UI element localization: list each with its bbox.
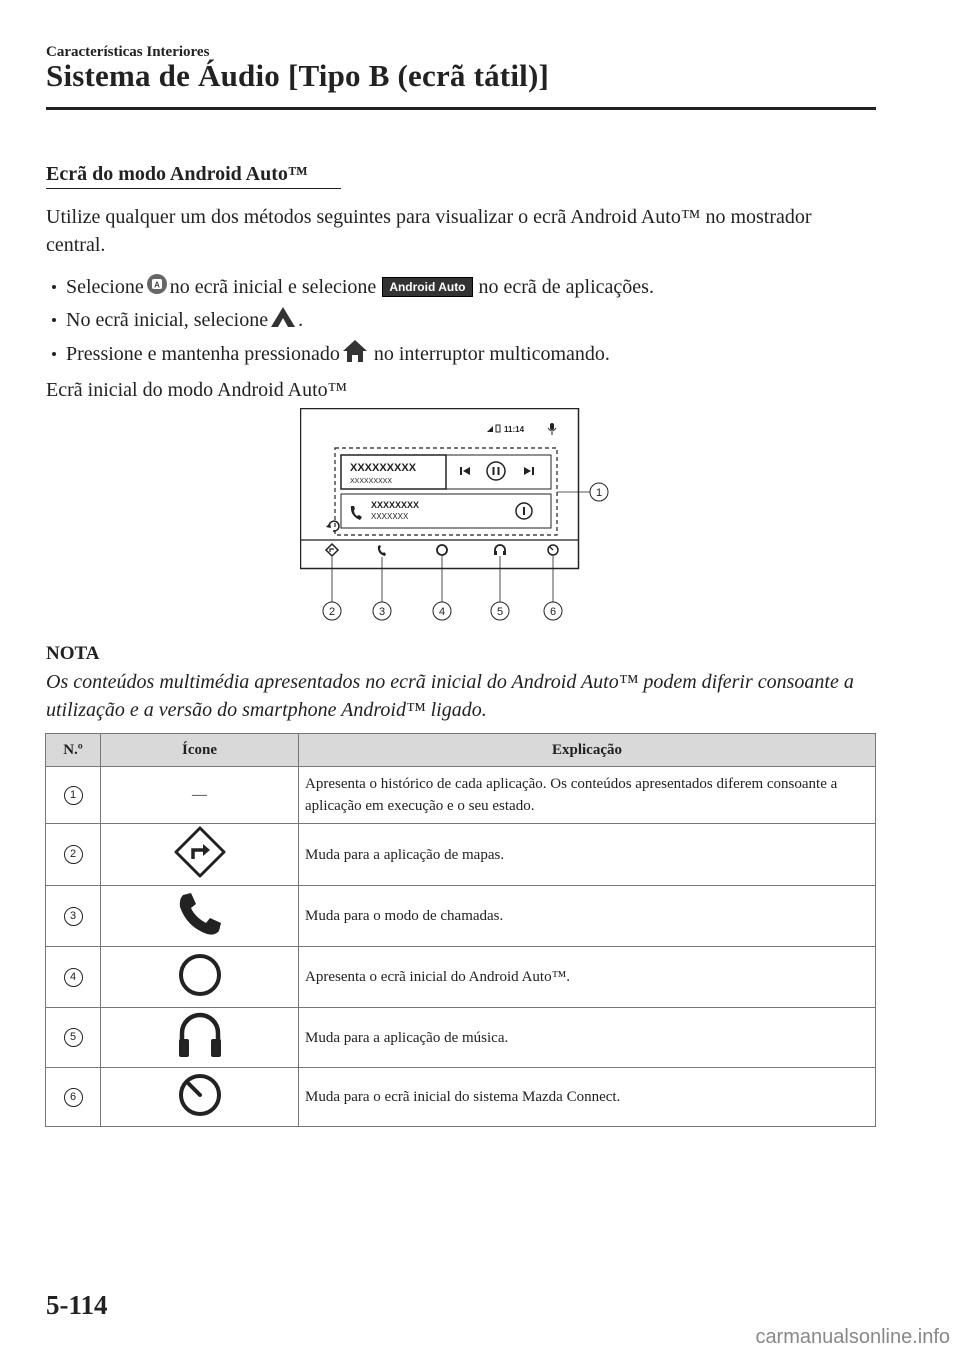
call-subtitle: XXXXXXX — [371, 512, 409, 521]
callout-label: 6 — [549, 606, 557, 618]
watermark: carmanualsonline.info — [755, 1326, 950, 1348]
table-row — [46, 947, 876, 1008]
bullet-dot — [52, 318, 56, 322]
media-title: XXXXXXXXX — [350, 462, 417, 474]
figure-caption: Ecrã inicial do modo Android Auto™ — [46, 379, 348, 401]
table-row — [46, 886, 876, 947]
bullet-text: Selecione — [66, 275, 144, 298]
android-auto-screen-diagram — [300, 408, 620, 638]
phone-icon — [175, 889, 225, 939]
note-text: Os conteúdos multimédia apresentados no ecrã inicial do Android Auto™ podem diferir consoante a utilização e a versão do smartphone Android™ ligado. — [46, 671, 854, 721]
maps-icon — [173, 825, 227, 879]
icon-cell: — — [101, 767, 299, 824]
subheading-rule — [46, 188, 341, 189]
bullet-text: . — [298, 308, 304, 331]
table-row — [46, 767, 876, 824]
note-title: NOTA — [46, 643, 100, 664]
callout-label: 3 — [378, 606, 386, 618]
title-rule — [46, 107, 876, 110]
row-number: 1 — [64, 786, 83, 805]
bullet-1 — [46, 272, 654, 302]
callout-label: 1 — [595, 487, 603, 499]
row-number: 4 — [64, 968, 83, 987]
call-title: XXXXXXXX — [371, 500, 420, 510]
callout-label: 5 — [496, 606, 504, 618]
android-auto-badge: Android Auto — [382, 277, 472, 297]
bullet-dot — [52, 352, 56, 356]
mazda-connect-icon — [175, 1070, 225, 1120]
row-explanation: Muda para a aplicação de mapas. — [299, 824, 876, 886]
android-auto-icon — [270, 306, 296, 334]
table-row — [46, 824, 876, 886]
bullet-dot — [52, 285, 56, 289]
row-number: 5 — [64, 1028, 83, 1047]
bullet-text: no ecrã de aplicações. — [478, 275, 654, 298]
status-clock: 11:14 — [504, 425, 525, 434]
row-explanation: Muda para o modo de chamadas. — [299, 886, 876, 947]
bullet-2 — [46, 306, 303, 334]
home-circle-icon — [175, 950, 225, 1000]
row-number: 2 — [64, 845, 83, 864]
section-label: Características Interiores — [46, 44, 210, 60]
bullet-text: no interruptor multicomando. — [373, 342, 610, 365]
table-header: Ícone — [101, 734, 299, 767]
table-header-row — [46, 734, 876, 767]
bullet-text: no ecrã inicial e selecione — [169, 275, 377, 298]
intro-paragraph: Utilize qualquer um dos métodos seguintes para visualizar o ecrã Android Auto™ no mostrador central. — [46, 206, 812, 256]
headphones-icon — [175, 1009, 225, 1061]
row-explanation: Muda para a aplicação de música. — [299, 1008, 876, 1068]
table-header: N.º — [46, 734, 101, 767]
bullet-text: No ecrã inicial, selecione — [66, 308, 269, 331]
media-subtitle: XXXXXXXXX — [350, 478, 393, 485]
callout-label: 2 — [328, 606, 336, 618]
apps-icon — [146, 272, 168, 302]
row-explanation: Muda para o ecrã inicial do sistema Mazda Connect. — [299, 1068, 876, 1127]
page-title: Sistema de Áudio [Tipo B (ecrã tátil)] — [46, 58, 549, 93]
bullet-text: Pressione e mantenha pressionado — [66, 342, 340, 365]
callout-label: 4 — [438, 606, 446, 618]
table-row — [46, 1068, 876, 1127]
home-icon — [342, 339, 368, 369]
row-number: 3 — [64, 907, 83, 926]
page-number: 5-114 — [46, 1290, 108, 1320]
table-row — [46, 1008, 876, 1068]
bullet-3 — [46, 339, 610, 369]
icon-table — [45, 733, 876, 1127]
row-number: 6 — [64, 1088, 83, 1107]
svg-text:A: A — [153, 280, 160, 290]
table-header: Explicação — [299, 734, 876, 767]
row-explanation: Apresenta o histórico de cada aplicação. Os conteúdos apresentados diferem consoante a aplicação em execução e o seu estado. — [299, 767, 876, 824]
row-explanation: Apresenta o ecrã inicial do Android Auto™. — [299, 947, 876, 1008]
subheading: Ecrã do modo Android Auto™ — [46, 163, 308, 185]
